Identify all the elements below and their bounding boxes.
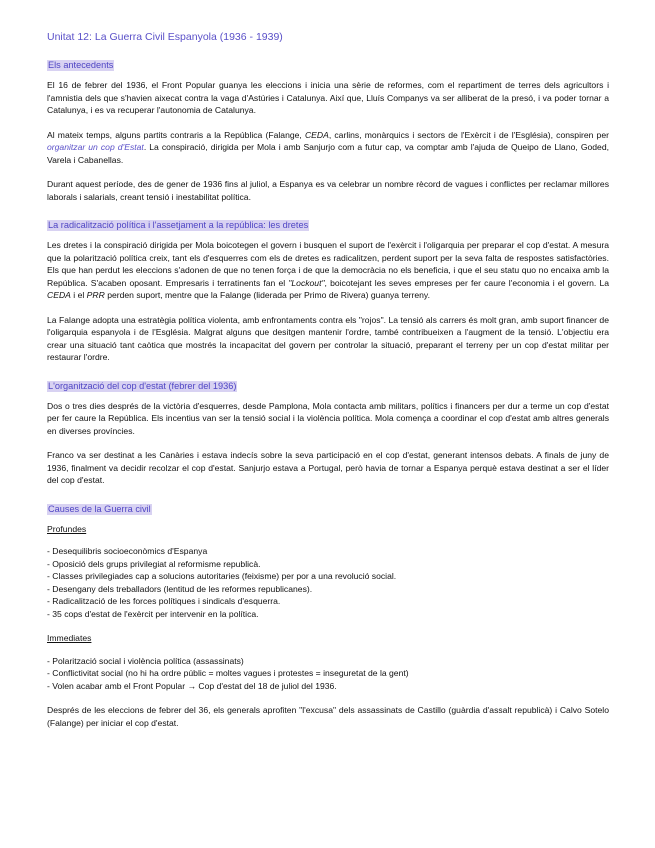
list-item: - Volen acabar amb el Front Popular → Cop d'estat del 18 de juliol del 1936. <box>47 680 337 691</box>
list-item: - Desengany dels treballadors (lentitud de les reformes republicanes). <box>47 583 313 594</box>
section-heading-causes: Causes de la Guerra civil <box>48 503 151 514</box>
paragraph-antecedents-3: Durant aquest període, des de gener de 1936 fins al juliol, a Espanya es va celebrar un nombre rècord de vagues i conflictes per reclamar millores laborals i salarials, creant tensió i inestabilitat política. <box>47 179 609 202</box>
paragraph-antecedents-2: Al mateix temps, alguns partits contraris a la República (Falange, CEDA, carlins, monàrquics i sectors de l'Exèrcit i de l'Església), conspiren per organitzar un cop d'Estat. La conspiració, dirigida per Mola i amb Sanjurjo com a futur cap, va comptar amb l'ajuda de Queipo de Llano, Goded, Varela i Cabanellas. <box>47 129 610 165</box>
paragraph-radicalitzacio-2: La Falange adopta una estratègia política violenta, amb enfrontaments contra els "rojos". La tensió als carrers és molt gran, amb suport financer de l'oligarquia espanyola i de l'Església. Malgrat alguns que desitgen mantenir l'ordre, també contribueixen a l'augment de la tensió. L'objectiu era crear una situació tant caòtica que mostrés la incapacitat del govern per controlar la situació, preparant el terreny per un cop d'estat militar per restaurar l'ordre. <box>47 314 609 362</box>
list-item: - 35 cops d'estat de l'exèrcit per intervenir en la política. <box>47 608 259 619</box>
paragraph-organitzacio-1: Dos o tres dies després de la victòria d'esquerres, desde Pamplona, Mola contacta amb militars, polítics i financers per dur a terme un cop d'estat per fer caure la República. Els incentius van ser la tensió social i la violència política. Mola comença a coordinar el cop d'estat amb altres generals en diverses províncies. <box>47 400 609 436</box>
list-immediates <box>47 655 609 693</box>
paragraph-causes-closing: Després de les eleccions de febrer del 36, els generals aprofiten "l'excusa" dels assassinats de Castillo (guàrdia d'assalt republicà) i Calvo Sotelo (Falange) per iniciar el cop d'estat. <box>47 705 609 728</box>
subheading-immediates: Immediates <box>47 633 92 643</box>
paragraph-radicalitzacio-1: Les dretes i la conspiració dirigida per Mola boicotegen el govern i busquen el suport de l'exèrcit i l'oligarquia per preparar el cop d'estat. A mesura que la polarització política creix, tant els d'esquerres com els de dretes es radicalitzen, perdent suport per la seva falta de respostes satisfactòries. Els que han perdut les eleccions s'adonen de que no tenen força i de que la democràcia no els beneficia, i que el seu statu quo no encaixa amb la República. S'acaben oposant. Empresaris i terratinents fan el "Lockout", boicotejant les seves empreses per fer caure l'economia i el govern. La CEDA i el PRR perden suport, mentre que la Falange (liderada per Primo de Rivera) guanya terreny. <box>47 240 610 300</box>
list-profundes <box>47 545 609 620</box>
list-item: - Polarització social i violència política (assassinats) <box>47 655 244 666</box>
list-item: - Conflictivitat social (no hi ha ordre públic = moltes vagues i protestes = inseguretat de la gent) <box>47 668 409 678</box>
list-item: - Radicalització de les forces polítiques i sindicals d'esquerra. <box>47 596 281 606</box>
section-heading-antecedents: Els antecedents <box>48 60 114 70</box>
list-item: - Desequilibris socioeconòmics d'Espanya <box>47 546 208 556</box>
subheading-profundes: Profundes <box>47 523 87 534</box>
page-title: Unitat 12: La Guerra Civil Espanyola (1936 - 1939) <box>47 31 283 43</box>
link-organitzar-cop[interactable]: organitzar un cop d'Estat <box>47 142 144 152</box>
list-item: - Classes privilegiades cap a solucions autoritaries (feixisme) per por a una revolució social. <box>47 571 397 581</box>
document-content <box>47 31 609 729</box>
list-item: - Oposició dels grups privilegiat al reformisme republicà. <box>47 558 261 569</box>
section-heading-radicalitzacio: La radicalització política i l'assetjament a la república: les dretes <box>48 220 309 230</box>
paragraph-organitzacio-2: Franco va ser destinat a les Canàries i estava indecís sobre la seva participació en el cop d'estat, generant intensos debats. A finals de juny de 1936, finalment va decidir recolzar el cop d'estat. Sanjurjo estava a Portugal, però havia de tornar a Espanya perquè estava destinat a ser el líder del cop d'estat. <box>47 450 609 485</box>
paragraph-antecedents-1: El 16 de febrer del 1936, el Front Popular guanya les eleccions i inicia una sèrie de reformes, com el repartiment de terres dels agricultors i l'amnistia dels que s'havien aixecat contra la vaga d'Astúries i Catalunya. Així que, Lluís Companys va ser alliberat de la presó, i va poder tornar a Catalunya, i es va recuperar l'autonomia de Catalunya. <box>47 80 609 115</box>
section-heading-organitzacio: L'organització del cop d'estat (febrer del 1936) <box>48 380 237 391</box>
